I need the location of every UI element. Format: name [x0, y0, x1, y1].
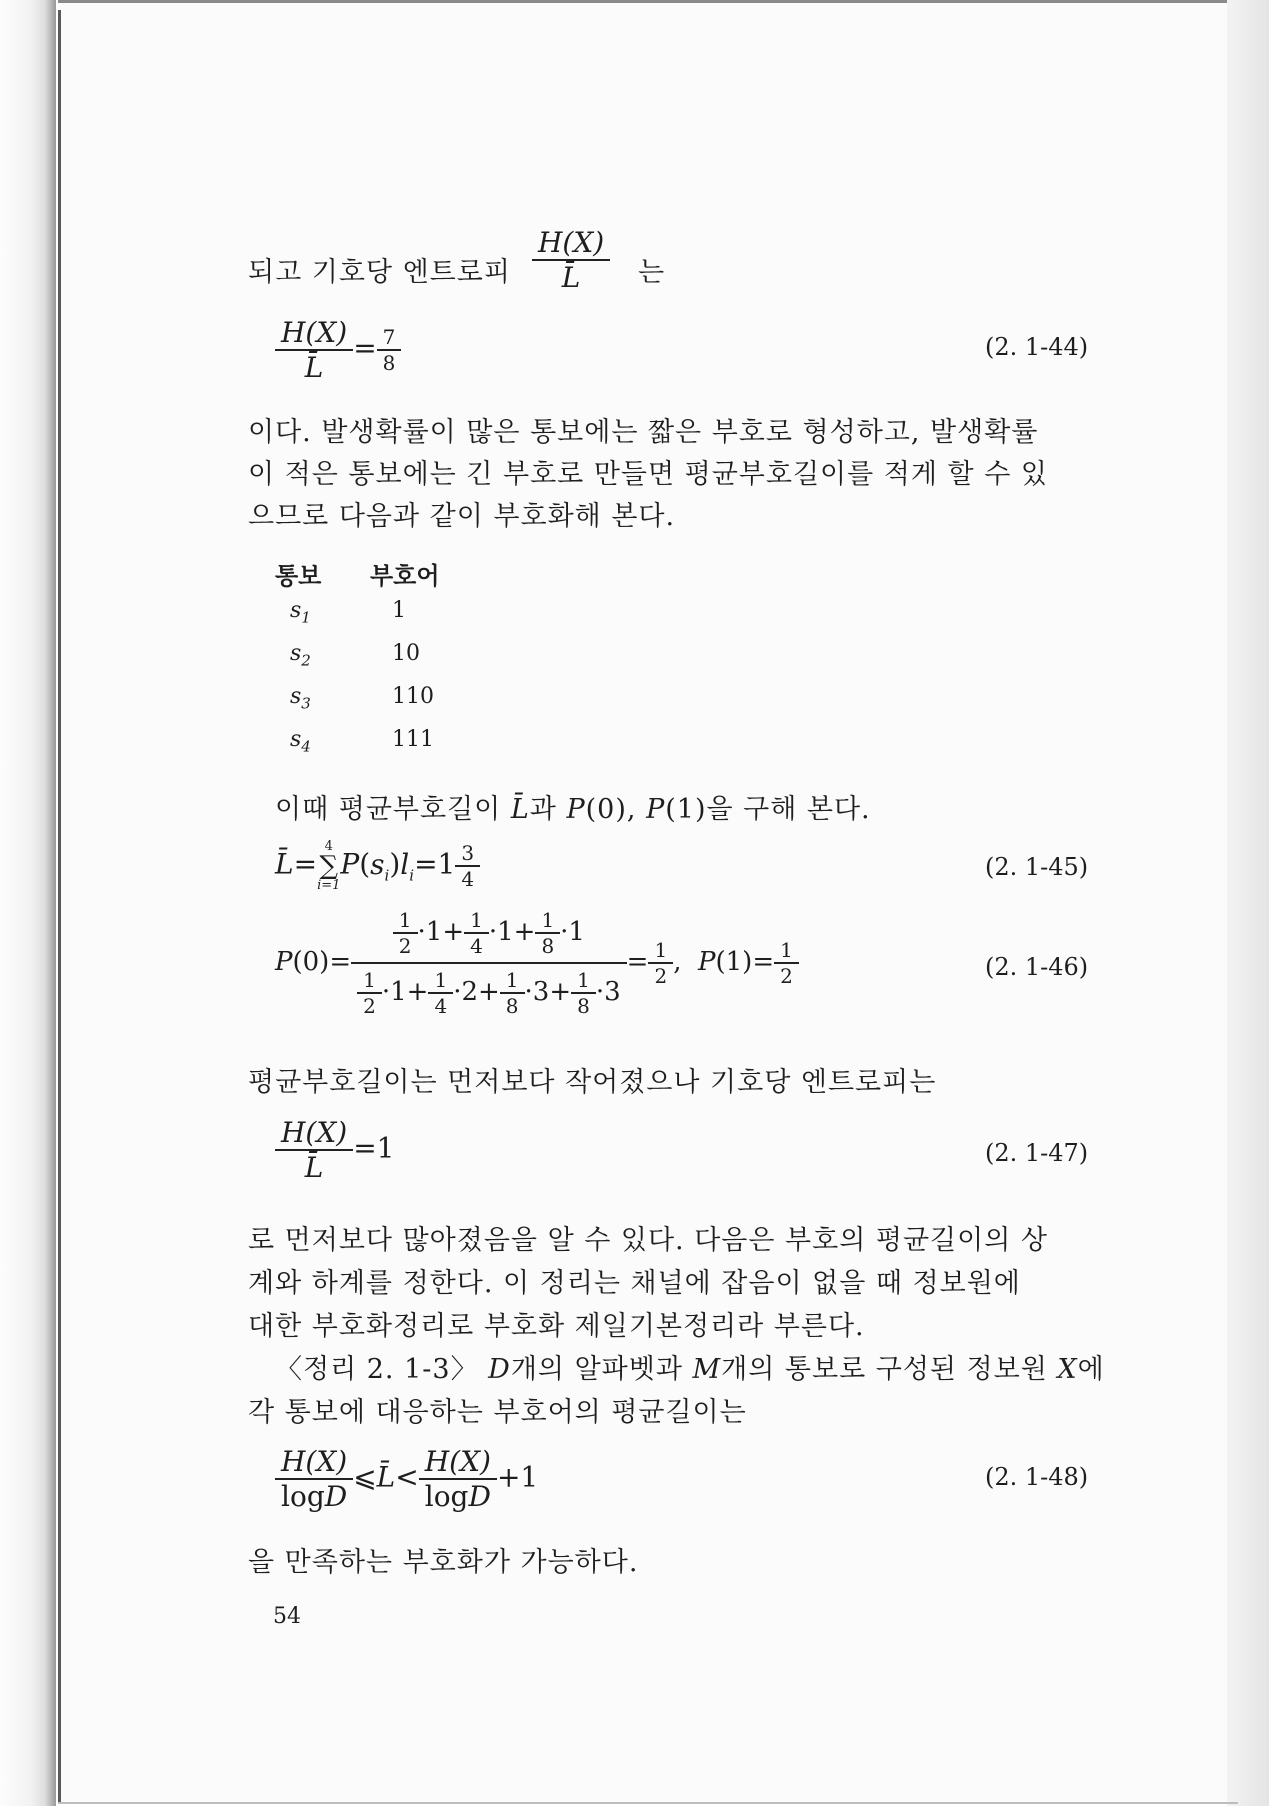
table-row-code: 110: [392, 684, 434, 709]
eq44-denominator: 8: [382, 351, 396, 375]
after-table-part-c: 을 구해 본다.: [706, 794, 871, 825]
paragraph1-line2: 이 적은 통보에는 긴 부호로 만들면 평균부호길이를 적게 할 수 있: [248, 459, 1048, 490]
table-row-symbol: $s_2$: [290, 641, 311, 670]
inline-fraction-h-over-l: $\frac{H(X)}{L̄}$: [532, 226, 610, 294]
page-bottom-edge: [58, 1802, 1238, 1804]
paragraph3-line3: 대한 부호화정리로 부호화 제일기본정리라 부른다.: [248, 1311, 865, 1342]
page-right-shade: [1227, 0, 1269, 1806]
paragraph2: 평균부호길이는 먼저보다 작어졌으나 기호당 엔트로피는: [248, 1067, 937, 1098]
after-table-part-b: 과: [529, 794, 557, 825]
theorem-part-d: 에: [1077, 1354, 1105, 1385]
eq47-rhs: =1: [353, 1131, 395, 1165]
table-header-codeword: 부호어: [370, 562, 440, 590]
paragraph1-line1: 이다. 발생확률이 많은 통보에는 짧은 부호로 형성하고, 발생확률: [248, 417, 1039, 448]
equation-2-1-44: $\frac{H(X)}{L̄}$ = $\frac{7}{8}$: [275, 316, 401, 384]
book-spine-shadow: [0, 0, 56, 1806]
table-row-code: 1: [392, 598, 406, 623]
table-row-code: 10: [392, 641, 420, 666]
equation-2-1-45: L̄= 4 ∑ i=1 $P(s_i)l_i=1$ $\frac{3}{4}$: [275, 840, 480, 892]
theorem-line1: 〈정리 2. 1-3〉 D개의 알파벳과 M개의 통보로 구성된 정보원 X에: [275, 1354, 1105, 1385]
table-row-code: 111: [392, 727, 434, 752]
paragraph3-line2: 계와 하계를 정한다. 이 정리는 채널에 잡음이 없을 때 정보원에: [248, 1268, 1021, 1299]
equation-number-47: (2. 1-47): [985, 1139, 1089, 1167]
paragraph1-line3: 으므로 다음과 같이 부호화해 본다.: [248, 501, 676, 532]
table-row-symbol: $s_3$: [290, 684, 311, 713]
equation-number-44: (2. 1-44): [985, 333, 1089, 361]
final-line: 을 만족하는 부호화가 가능하다.: [248, 1547, 639, 1578]
line1-text: 되고 기호당 엔트로피: [248, 257, 511, 288]
theorem-part-b: 개의 알파벳과: [510, 1354, 683, 1385]
table-header-message: 통보: [275, 562, 322, 590]
line1-suffix: 는: [638, 257, 666, 288]
text-line-1: [248, 250, 511, 289]
after-table-part-a: 이때 평균부호길이: [275, 794, 502, 825]
equation-2-1-48: $\frac{H(X)}{\log D}$ ⩽L̄< $\frac{H(X)}{\log D}$ +1: [275, 1445, 538, 1513]
theorem-part-c: 개의 통보로 구성된 정보원: [721, 1354, 1048, 1385]
table-row-symbol: $s_1$: [290, 598, 311, 627]
theorem-label: 〈정리 2. 1-3〉: [275, 1354, 479, 1385]
page-number: 54: [273, 1604, 301, 1629]
paragraph3-line1: 로 먼저보다 많아졌음을 알 수 있다. 다음은 부호의 평균길이의 상: [248, 1225, 1048, 1256]
eq44-numerator: 7: [377, 325, 402, 351]
equation-number-46: (2. 1-46): [985, 953, 1089, 981]
table-row-symbol: $s_4$: [290, 727, 311, 756]
equation-2-1-46: P(0)= $\frac{1}{2}$ ·1+ $\frac{1}{4}$ ·1+ $\frac{1}{8}$ ·1 $\frac{1}{2}$ ·1+ $\frac{1}{4}$ ·2+ $\frac{1}{8}$ ·3+ $\frac{1}{8}$ ·3 = $\frac{1}{2}$ , P(1)= $\frac{1}{2}$: [275, 908, 799, 1018]
equation-number-48: (2. 1-48): [985, 1463, 1089, 1491]
text-after-table: 이때 평균부호길이 L̄과 P(0), P(1)을 구해 본다.: [275, 794, 871, 825]
equation-2-1-47: $\frac{H(X)}{L̄}$ =1: [275, 1116, 394, 1184]
equation-number-45: (2. 1-45): [985, 853, 1089, 881]
theorem-line2: 각 통보에 대응하는 부호어의 평균길이는: [248, 1397, 747, 1428]
